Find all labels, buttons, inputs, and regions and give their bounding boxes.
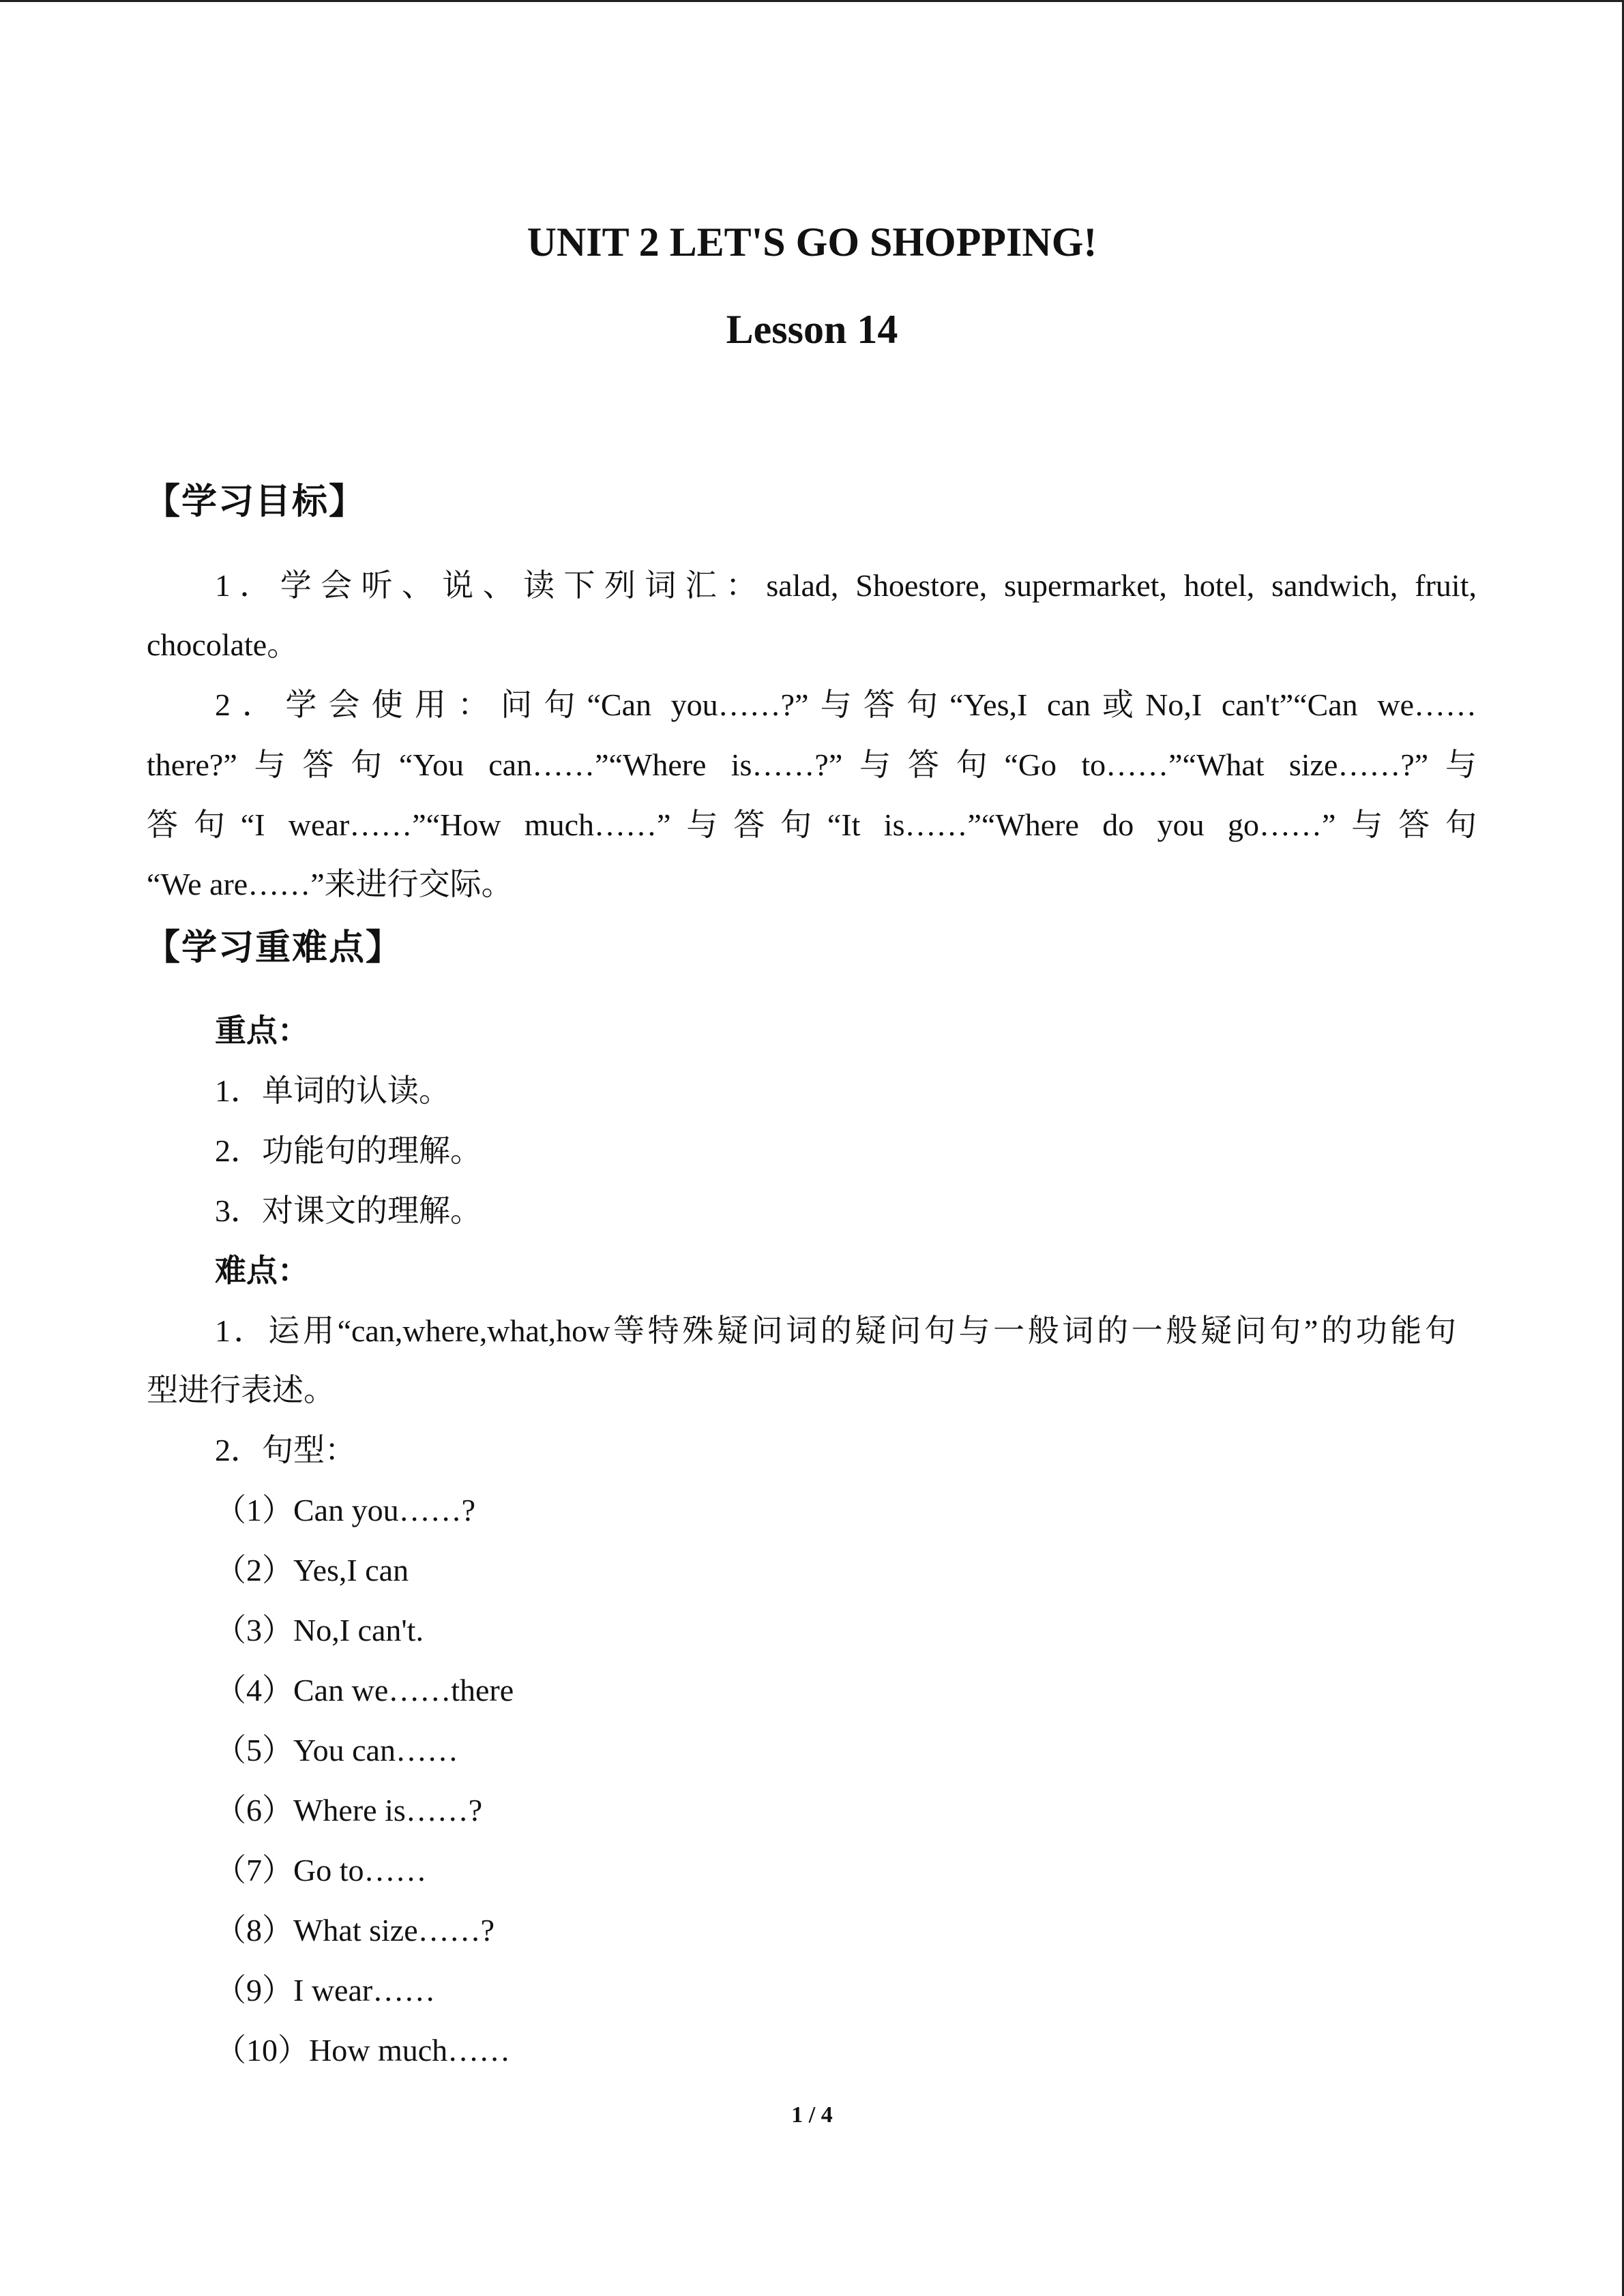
difficult-point-1-line-2: 型进行表述。	[147, 1373, 335, 1407]
sentence-pattern-item: （2）Yes,I can	[215, 1553, 409, 1587]
objective-2-line-4: “We are……”来进行交际。	[147, 867, 513, 901]
difficult-point-2: 2．句型：	[215, 1433, 356, 1467]
objective-1-line-2: chocolate。	[147, 627, 299, 662]
section-heading-objectives: 【学习目标】	[145, 483, 366, 522]
key-point-item: 2．功能句的理解。	[215, 1133, 482, 1168]
sentence-pattern-item: （10）How much……	[215, 2033, 511, 2068]
sentence-pattern-item: （5）You can……	[215, 1733, 458, 1768]
sentence-pattern-item: （3）No,I can't.	[215, 1613, 424, 1648]
lesson-title: Lesson 14	[726, 307, 898, 352]
objective-1-line-1: 1．学会听、说、读下列词汇：salad, Shoestore, supermarket, hotel, sandwich, fruit,	[215, 568, 1477, 603]
objective-2-line-2: there?”与答句“You can……”“Where is……?”与答句“Go to……”“What size……?”与	[147, 747, 1477, 782]
page-number: 1 / 4	[791, 2102, 833, 2128]
sentence-pattern-item: （4）Can we……there	[215, 1673, 514, 1708]
sentence-pattern-item: （8）What size……?	[215, 1913, 495, 1948]
objective-2-line-1: 2．学会使用：问句“Can you……?”与答句“Yes,I can或No,I can't”“Can we……	[215, 687, 1477, 722]
section-heading-key-points: 【学习重难点】	[145, 929, 403, 968]
sentence-pattern-item: （7）Go to……	[215, 1853, 427, 1888]
document-title: UNIT 2 LET'S GO SHOPPING!	[527, 220, 1097, 265]
key-point-item: 3．对课文的理解。	[215, 1193, 482, 1228]
key-points-label: 重点：	[215, 1013, 309, 1048]
difficult-points-label: 难点：	[215, 1253, 309, 1288]
sentence-pattern-item: （6）Where is……?	[215, 1793, 483, 1828]
sentence-pattern-item: （9）I wear……	[215, 1973, 436, 2008]
difficult-point-1-line-1: 1．运用“can,where,what,how等特殊疑问词的疑问句与一般词的一般疑问句”的功能句	[215, 1313, 1456, 1348]
sentence-pattern-item: （1）Can you……?	[215, 1493, 476, 1527]
objective-2-line-3: 答句“I wear……”“How much……”与答句“It is……”“Where do you go……”与答句	[147, 807, 1477, 842]
key-point-item: 1．单词的认读。	[215, 1073, 450, 1108]
